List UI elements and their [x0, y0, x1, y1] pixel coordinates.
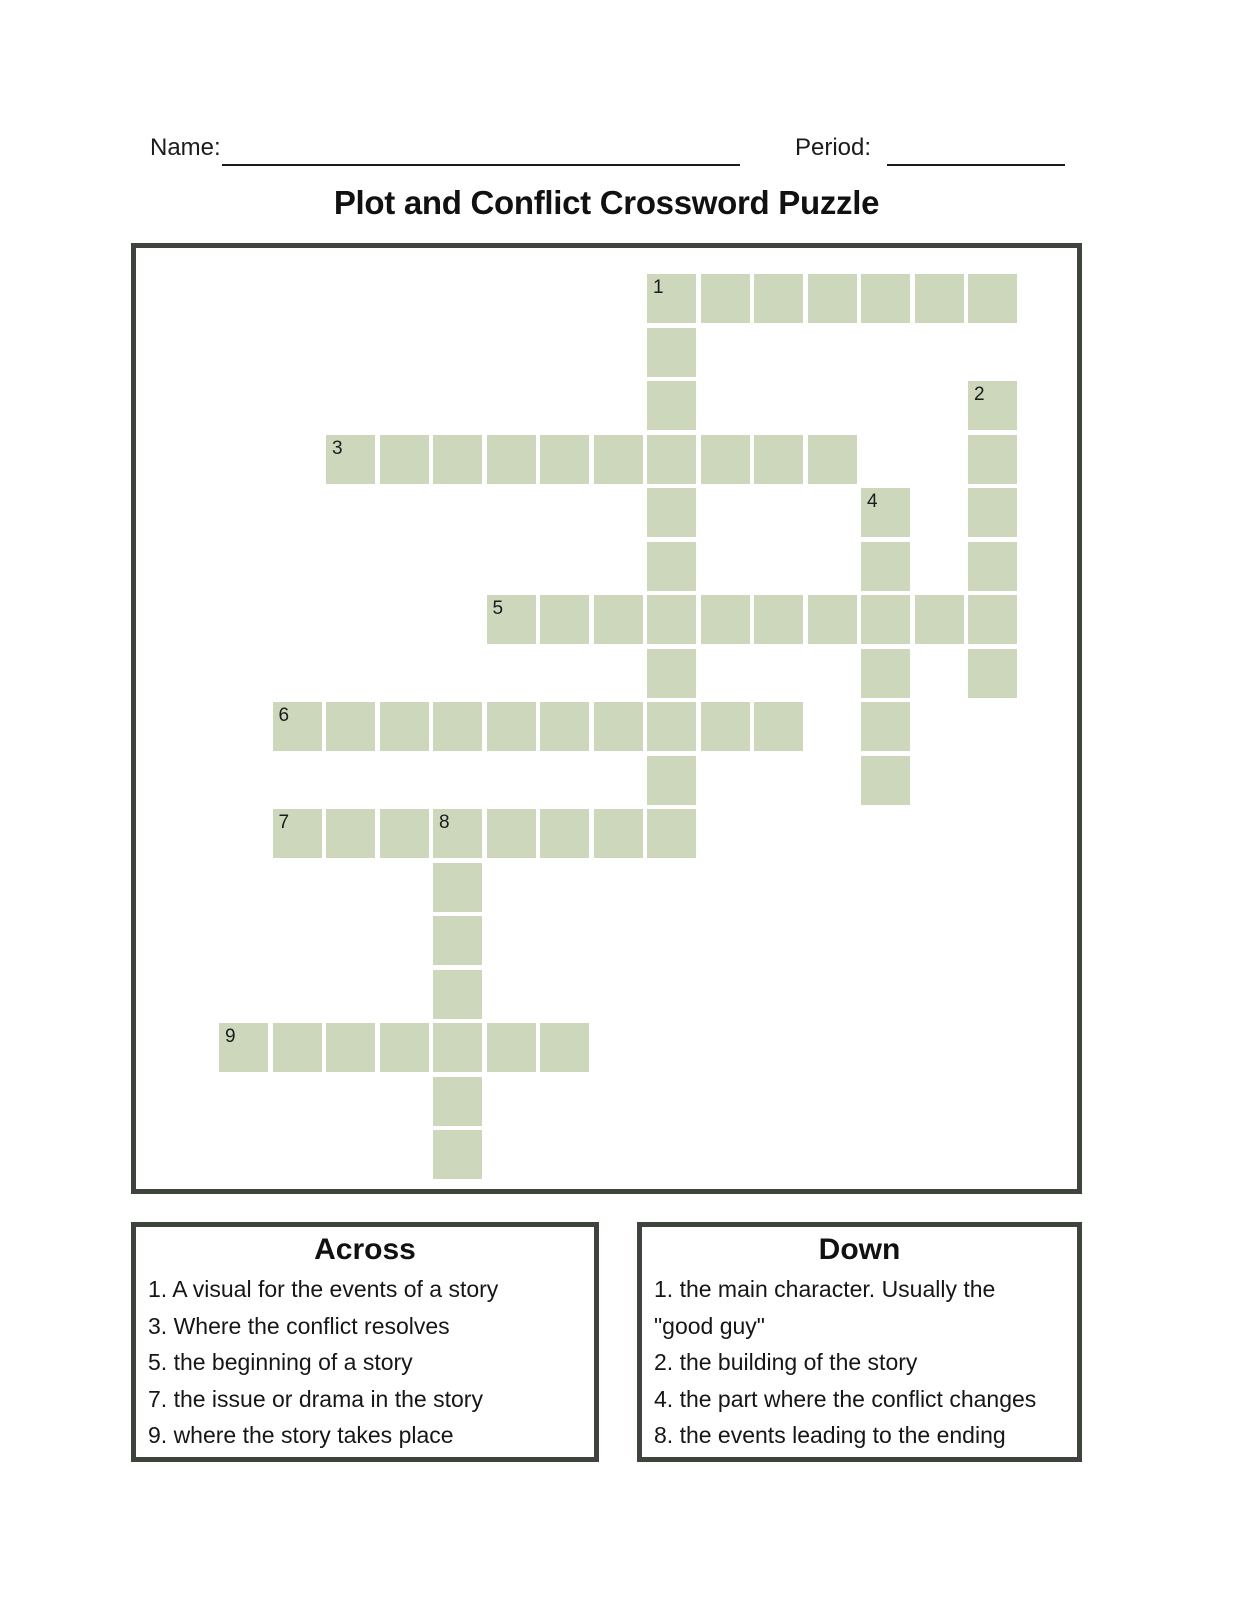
grid-cell[interactable]	[540, 1023, 589, 1072]
grid-cell[interactable]	[808, 595, 857, 644]
across-title: Across	[314, 1233, 416, 1266]
down-clues-box	[637, 1222, 1082, 1462]
clue-line: 9. where the story takes place	[148, 1422, 454, 1448]
cell-number: 5	[492, 598, 504, 619]
grid-cell[interactable]	[754, 435, 803, 484]
grid-cell[interactable]	[647, 542, 696, 591]
grid-cell[interactable]	[647, 649, 696, 698]
grid-cell[interactable]	[487, 809, 536, 858]
grid-cell[interactable]	[754, 702, 803, 751]
clue-line: 7. the issue or drama in the story	[148, 1385, 483, 1412]
across-clues-box	[131, 1222, 599, 1462]
grid-cell[interactable]	[487, 1023, 536, 1072]
grid-cell[interactable]	[594, 435, 643, 484]
grid-cell[interactable]	[701, 595, 750, 644]
grid-cell[interactable]	[968, 542, 1017, 591]
grid-cell[interactable]	[380, 702, 429, 751]
grid-cell[interactable]	[380, 809, 429, 858]
cell-number: 4	[867, 491, 878, 512]
grid-cell[interactable]	[487, 702, 536, 751]
grid-cell[interactable]	[326, 435, 375, 484]
grid-cell[interactable]	[433, 1023, 482, 1072]
grid-cell[interactable]	[915, 595, 964, 644]
cell-number: 8	[439, 812, 450, 833]
grid-cell[interactable]	[326, 809, 375, 858]
grid-cell[interactable]	[326, 702, 375, 751]
grid-cell[interactable]	[968, 649, 1017, 698]
grid-cell[interactable]	[273, 702, 322, 751]
clue-line: 2. the building of the story	[654, 1349, 918, 1375]
grid-cell[interactable]	[647, 809, 696, 858]
grid-cell[interactable]	[968, 435, 1017, 484]
clue-line: 1. A visual for the events of a story	[148, 1276, 499, 1302]
cell-number: 6	[278, 705, 290, 726]
grid-cell[interactable]	[861, 488, 910, 537]
grid-cell[interactable]	[594, 595, 643, 644]
grid-cell[interactable]	[380, 435, 429, 484]
grid-cell[interactable]	[219, 1023, 268, 1072]
grid-cell[interactable]	[326, 1023, 375, 1072]
grid-cell[interactable]	[861, 702, 910, 751]
grid-cell[interactable]	[701, 702, 750, 751]
grid-cell[interactable]	[861, 274, 910, 323]
across-clue-list	[136, 1269, 594, 1454]
name-label: Name:	[150, 134, 221, 161]
grid-cell[interactable]	[273, 809, 322, 858]
grid-cell[interactable]	[861, 756, 910, 805]
grid-cell[interactable]	[968, 595, 1017, 644]
cell-number: 2	[974, 384, 985, 405]
grid-cell[interactable]	[540, 809, 589, 858]
clue-line: 4. the part where the conflict changes	[654, 1385, 1037, 1412]
grid-cell[interactable]	[433, 1130, 482, 1179]
clue-line: "good guy"	[654, 1312, 765, 1339]
grid-cell[interactable]	[594, 809, 643, 858]
grid-cell[interactable]	[647, 702, 696, 751]
grid-cell[interactable]	[754, 595, 803, 644]
grid-cell[interactable]	[433, 970, 482, 1019]
grid-cell[interactable]	[808, 435, 857, 484]
grid-cell[interactable]	[701, 274, 750, 323]
grid-cell[interactable]	[647, 435, 696, 484]
grid-cell[interactable]	[273, 1023, 322, 1072]
grid-cell[interactable]	[647, 595, 696, 644]
clue-line: 3. Where the conflict resolves	[148, 1312, 450, 1339]
grid-cell[interactable]	[433, 916, 482, 965]
grid-cell[interactable]	[540, 702, 589, 751]
grid-cell[interactable]	[968, 274, 1017, 323]
clue-line: 5. the beginning of a story	[148, 1349, 413, 1375]
grid-cell[interactable]	[701, 435, 750, 484]
cell-number: 1	[653, 277, 664, 298]
grid-cell[interactable]	[861, 649, 910, 698]
crossword-grid	[131, 243, 1082, 1194]
down-clue-list	[642, 1269, 1077, 1454]
grid-cell[interactable]	[861, 542, 910, 591]
grid-cell[interactable]	[647, 488, 696, 537]
cell-number: 9	[225, 1026, 236, 1047]
grid-cell[interactable]	[647, 381, 696, 430]
grid-cell[interactable]	[647, 328, 696, 377]
grid-cell[interactable]	[433, 809, 482, 858]
grid-cell[interactable]	[540, 435, 589, 484]
clue-line: 8. the events leading to the ending	[654, 1422, 1006, 1448]
grid-cell[interactable]	[861, 595, 910, 644]
grid-cell[interactable]	[968, 488, 1017, 537]
grid-cell[interactable]	[433, 702, 482, 751]
grid-cell[interactable]	[540, 595, 589, 644]
grid-cell[interactable]	[433, 863, 482, 912]
name-field[interactable]	[222, 138, 740, 166]
cell-number: 3	[332, 437, 343, 459]
grid-cell[interactable]	[487, 435, 536, 484]
grid-cell[interactable]	[380, 1023, 429, 1072]
grid-cell[interactable]	[915, 274, 964, 323]
grid-cell[interactable]	[433, 1077, 482, 1126]
grid-cell[interactable]	[594, 702, 643, 751]
period-label: Period:	[795, 134, 872, 161]
grid-cell[interactable]	[647, 274, 696, 323]
down-title: Down	[818, 1233, 901, 1266]
grid-cell[interactable]	[487, 595, 536, 644]
grid-cell[interactable]	[808, 274, 857, 323]
period-field[interactable]	[887, 138, 1065, 166]
grid-cell[interactable]	[647, 756, 696, 805]
grid-cell[interactable]	[754, 274, 803, 323]
grid-cell[interactable]	[433, 435, 482, 484]
clue-line: 1. the main character. Usually the	[654, 1276, 996, 1302]
grid-cell[interactable]	[968, 381, 1017, 430]
cell-number: 7	[278, 812, 290, 833]
page-title: Plot and Conflict Crossword Puzzle	[333, 184, 880, 221]
